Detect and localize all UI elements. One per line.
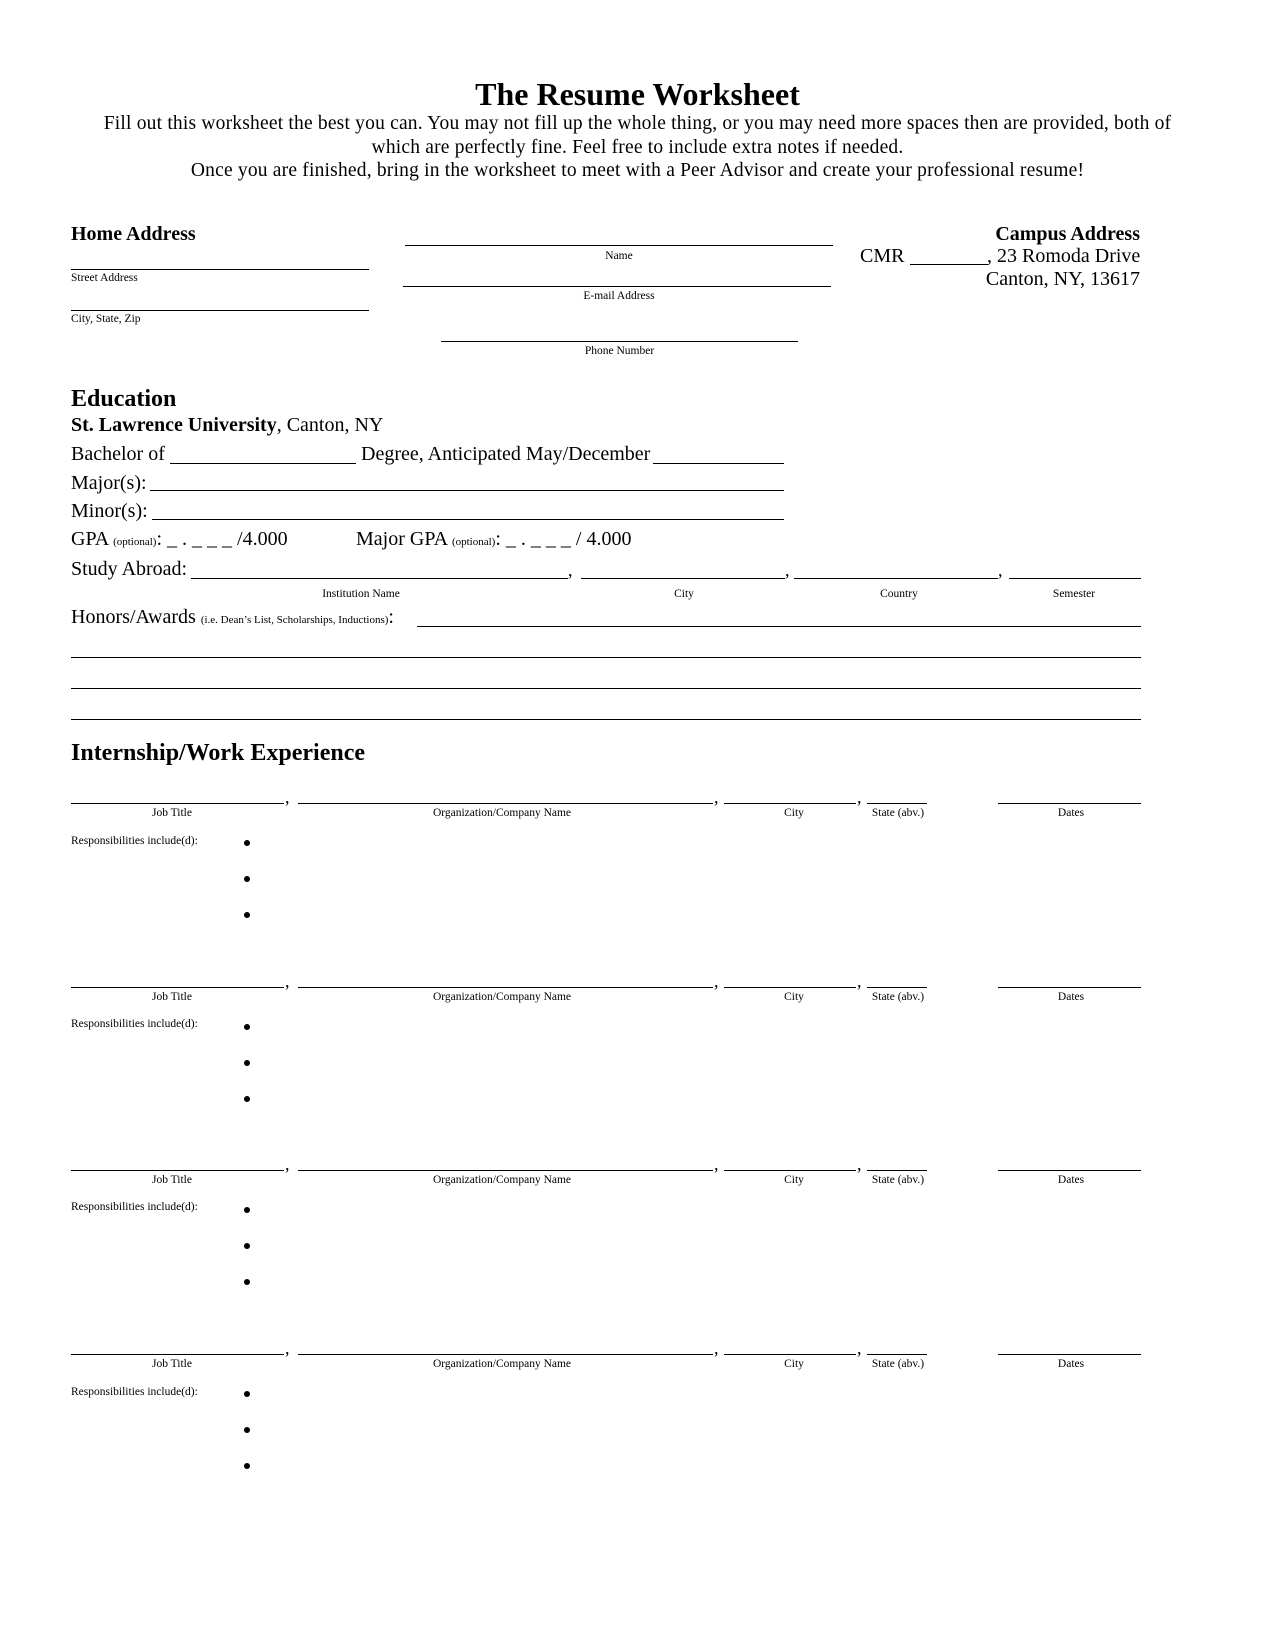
comma-separator: ,: [857, 1154, 862, 1174]
campus-address-heading: Campus Address: [995, 223, 1140, 245]
degree-anticipated-label: Degree, Anticipated May/December: [361, 443, 651, 465]
bullet-icon: [244, 912, 250, 918]
state-label: State (abv.): [871, 1174, 925, 1186]
study-semester-field[interactable]: [1009, 578, 1141, 579]
phone-label: Phone Number: [584, 345, 655, 357]
dates-field[interactable]: [998, 1354, 1141, 1355]
intro-line-1: Fill out this worksheet the best you can. You may not fill up the whole thing, or you may need more spaces then are provided, both of: [103, 113, 1172, 134]
honors-row: [71, 606, 394, 629]
gpa-row: [71, 528, 288, 551]
experience-block-3: [0, 1154, 1275, 1310]
bullet-icon: [244, 1024, 250, 1030]
street-address-label: Street Address: [71, 272, 138, 284]
bullet-icon: [244, 1060, 250, 1066]
organization-field[interactable]: [298, 803, 713, 804]
responsibilities-label: Responsibilities include(d):: [71, 1201, 198, 1213]
majors-field[interactable]: [150, 490, 784, 491]
comma-separator: ,: [285, 787, 290, 807]
major-gpa-field[interactable]: : _ . _ _ _ / 4.000: [495, 528, 632, 550]
dates-label: Dates: [1057, 807, 1085, 819]
major-gpa-optional: (optional): [451, 536, 496, 548]
job-title-field[interactable]: [71, 987, 284, 988]
organization-field[interactable]: [298, 1170, 713, 1171]
comma-separator: ,: [857, 971, 862, 991]
city-field[interactable]: [724, 803, 856, 804]
state-field[interactable]: [867, 1354, 927, 1355]
responsibilities-label: Responsibilities include(d):: [71, 1018, 198, 1030]
city-state-zip-label: City, State, Zip: [71, 313, 141, 325]
state-label: State (abv.): [871, 1358, 925, 1370]
cmr-label: CMR: [860, 245, 905, 267]
experience-block-1: [0, 787, 1275, 943]
minors-label: Minor(s):: [71, 500, 148, 522]
university-line: [71, 414, 383, 437]
bullet-icon: [244, 1279, 250, 1285]
bachelor-label: Bachelor of: [71, 443, 165, 465]
dates-label: Dates: [1057, 1174, 1085, 1186]
state-field[interactable]: [867, 987, 927, 988]
dates-field[interactable]: [998, 1170, 1141, 1171]
intro-line-3: Once you are finished, bring in the worksheet to meet with a Peer Advisor and create your professional resume!: [190, 160, 1085, 181]
organization-label: Organization/Company Name: [432, 991, 572, 1003]
gpa-field[interactable]: : _ . _ _ _ /4.000: [156, 528, 288, 550]
state-label: State (abv.): [871, 807, 925, 819]
study-abroad-label: Study Abroad:: [71, 558, 188, 580]
organization-label: Organization/Company Name: [432, 1358, 572, 1370]
comma-separator: ,: [285, 971, 290, 991]
city-label: City: [784, 807, 804, 819]
job-title-label: Job Title: [152, 807, 192, 819]
comma-separator: ,: [857, 1338, 862, 1358]
city-field[interactable]: [724, 1354, 856, 1355]
home-address-heading: Home Address: [71, 223, 196, 245]
study-city-field[interactable]: [581, 578, 785, 579]
bullet-icon: [244, 1391, 250, 1397]
intro-text: [60, 112, 1215, 183]
city-label: City: [784, 991, 804, 1003]
responsibilities-label: Responsibilities include(d):: [71, 835, 198, 847]
name-label: Name: [605, 250, 633, 262]
street-address-field[interactable]: [71, 269, 369, 270]
honors-extra-line[interactable]: [71, 719, 1141, 720]
email-label: E-mail Address: [583, 290, 655, 302]
gpa-label: GPA: [71, 528, 109, 550]
honors-extra-line[interactable]: [71, 688, 1141, 689]
campus-city: Canton, NY, 13617: [985, 268, 1140, 290]
bullet-icon: [244, 1096, 250, 1102]
organization-label: Organization/Company Name: [432, 807, 572, 819]
phone-field[interactable]: [441, 341, 798, 342]
campus-street: , 23 Romoda Drive: [987, 245, 1141, 267]
intro-line-2: which are perfectly fine. Feel free to include extra notes if needed.: [371, 136, 904, 158]
comma-separator: ,: [714, 787, 719, 807]
study-col-semester: Semester: [1052, 588, 1096, 600]
comma-separator: ,: [785, 560, 790, 580]
state-label: State (abv.): [871, 991, 925, 1003]
minors-field[interactable]: [152, 519, 784, 520]
dates-label: Dates: [1057, 991, 1085, 1003]
study-col-city: City: [674, 588, 694, 600]
organization-field[interactable]: [298, 987, 713, 988]
comma-separator: ,: [568, 560, 573, 580]
city-label: City: [784, 1358, 804, 1370]
study-col-institution: Institution Name: [322, 588, 400, 600]
city-field[interactable]: [724, 987, 856, 988]
honors-colon: :: [388, 606, 394, 628]
comma-separator: ,: [714, 1154, 719, 1174]
bullet-icon: [244, 1243, 250, 1249]
state-field[interactable]: [867, 1170, 927, 1171]
cmr-field[interactable]: [910, 264, 988, 265]
honors-note: (i.e. Dean’s List, Scholarships, Inductions): [200, 614, 389, 626]
graduation-year-field[interactable]: [653, 463, 784, 464]
honors-field[interactable]: [417, 626, 1141, 627]
major-gpa-row: [356, 528, 631, 551]
honors-extra-line[interactable]: [71, 657, 1141, 658]
city-label: City: [784, 1174, 804, 1186]
honors-label: Honors/Awards: [71, 606, 196, 628]
job-title-label: Job Title: [152, 991, 192, 1003]
university-name: St. Lawrence University: [71, 414, 277, 436]
comma-separator: ,: [998, 560, 1003, 580]
organization-label: Organization/Company Name: [432, 1174, 572, 1186]
dates-field[interactable]: [998, 987, 1141, 988]
city-state-zip-field[interactable]: [71, 310, 369, 311]
organization-field[interactable]: [298, 1354, 713, 1355]
job-title-label: Job Title: [152, 1174, 192, 1186]
city-field[interactable]: [724, 1170, 856, 1171]
bullet-icon: [244, 1463, 250, 1469]
comma-separator: ,: [714, 1338, 719, 1358]
job-title-field[interactable]: [71, 1170, 284, 1171]
comma-separator: ,: [714, 971, 719, 991]
name-field[interactable]: [405, 245, 833, 246]
comma-separator: ,: [857, 787, 862, 807]
job-title-field[interactable]: [71, 803, 284, 804]
bullet-icon: [244, 840, 250, 846]
experience-block-2: [0, 971, 1275, 1127]
bullet-icon: [244, 1427, 250, 1433]
study-institution-field[interactable]: [191, 578, 568, 579]
state-field[interactable]: [867, 803, 927, 804]
responsibilities-label: Responsibilities include(d):: [71, 1386, 198, 1398]
dates-label: Dates: [1057, 1358, 1085, 1370]
major-gpa-label: Major GPA: [356, 528, 447, 550]
page-title: The Resume Worksheet: [475, 76, 800, 112]
bullet-icon: [244, 876, 250, 882]
experience-heading: Internship/Work Experience: [71, 740, 366, 766]
experience-block-4: [0, 1338, 1275, 1494]
bullet-icon: [244, 1207, 250, 1213]
comma-separator: ,: [285, 1338, 290, 1358]
job-title-label: Job Title: [152, 1358, 192, 1370]
job-title-field[interactable]: [71, 1354, 284, 1355]
degree-field[interactable]: [170, 463, 356, 464]
gpa-optional: (optional): [113, 536, 157, 548]
majors-label: Major(s):: [71, 472, 147, 494]
email-field[interactable]: [403, 286, 831, 287]
comma-separator: ,: [285, 1154, 290, 1174]
education-heading: Education: [71, 386, 177, 412]
university-location: , Canton, NY: [276, 414, 384, 436]
study-country-field[interactable]: [794, 578, 998, 579]
dates-field[interactable]: [998, 803, 1141, 804]
study-col-country: Country: [880, 588, 918, 600]
